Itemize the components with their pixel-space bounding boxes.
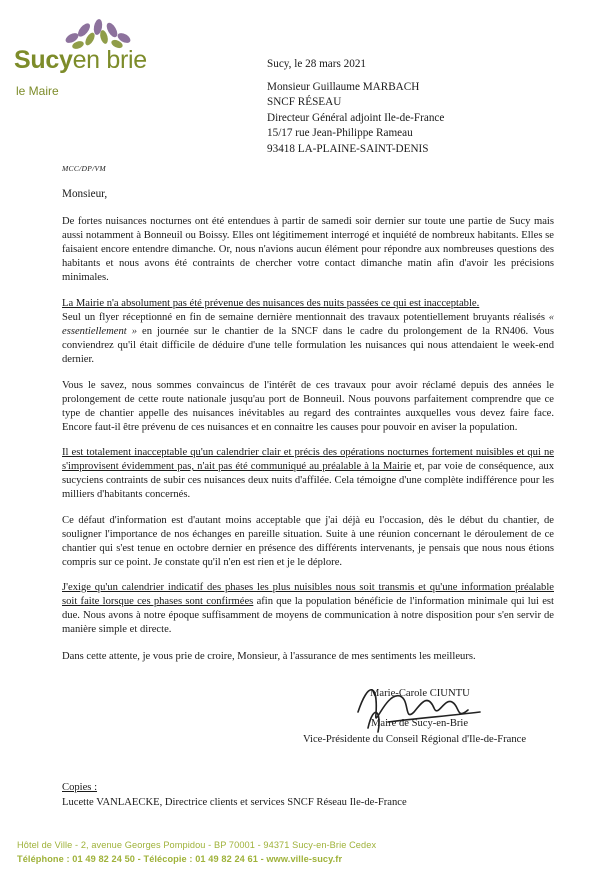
recipient-line: SNCF RÉSEAU <box>267 96 342 109</box>
brand-subtitle: le Maire <box>16 84 59 98</box>
paragraph-text: De fortes nuisances nocturnes ont été entendues à partir de samedi soir dernier sur toute une partie de Sucy mais aussi notamment à Bonneuil ou Boissy. Elles ont légitimement interrogé et inquiété de nombreux habitants. Elles se faisaient encore entendre dimanche. Or, nous n'avions aucun élément pour répondre aux nombreuses questions des habitants et nous avons été contraints de chercher votre contact dimanche matin afin d'avoir les précisions minimales. <box>62 216 554 284</box>
brand-wordmark <box>14 46 147 74</box>
footer-contact: Téléphone : 01 49 82 24 50 - Télécopie : 01 49 82 24 61 - www.ville-sucy.fr <box>17 854 343 864</box>
signatory-title: Vice-Présidente du Conseil Régional d'Ile-de-France <box>303 734 527 745</box>
brand-part1: Sucy <box>14 46 73 74</box>
underlined-statement: Il est totalement inacceptable qu'un calendrier clair et précis des opérations nocturnes fortement nuisibles et qui ne s'improvisent évidemment pas, n'ait pas été communiqué au préalable à la Mairie <box>62 447 554 473</box>
paragraph-2 <box>62 297 554 367</box>
paragraph-text: afin que la population bénéficie de l'information minimale qui lui est due. Nous avons à notre époque suffisamment de moyens de communication à notre disposition pour s'en servir de manière simple et directe. <box>62 596 554 636</box>
reference-code: MCC/DP/VM <box>62 164 106 173</box>
paragraph-text: Ce défaut d'information est d'autant moins acceptable que j'ai déjà eu l'occasion, dès le début du chantier, de souligner l'importance de nos échanges en pareille situation. Suite à une réunion concernant le déroulement de ce chantier qui s'est tenue en octobre dernier en présence des différents intervenants, je pensais que nous nous étions compris sur ce point. Je constate qu'il n'en est rien et je le déplore. <box>62 515 554 569</box>
paragraph-5 <box>62 514 554 570</box>
paragraph-text: Seul un flyer réceptionné en fin de semaine dernière mentionnait des travaux potentiellement bruyants réalisés <box>62 312 549 324</box>
signatory-title: Maire de Sucy-en-Brie <box>371 718 469 729</box>
recipient-line: 15/17 rue Jean-Philippe Rameau <box>267 127 413 140</box>
recipient-line: Directeur Général adjoint Ile-de-France <box>267 111 445 124</box>
recipient-address <box>267 80 444 157</box>
copies-label: Copies : <box>62 782 98 793</box>
closing-paragraph <box>62 650 554 664</box>
quoted-term: « essentiellement » <box>62 312 554 338</box>
paragraph-text: Dans cette attente, je vous prie de croire, Monsieur, à l'assurance de mes sentiments les meilleurs. <box>62 651 476 662</box>
paragraph-text: et, par voie de conséquence, aux sucyciens contraints de subir ces nuisances deux nuits d'affilée. Cela témoigne d'une complète indifférence pour les milliers d'habitants concernés. <box>62 461 554 501</box>
paragraph-6 <box>62 581 554 637</box>
footer-address: Hôtel de Ville - 2, avenue Georges Pompidou - BP 70001 - 94371 Sucy-en-Brie Cedex <box>17 840 377 850</box>
paragraph-text: en journée sur le chantier de la SNCF dans le cadre du prolongement de la RN406. Vous conviendrez qu'il était difficile de déduire d'une telle formulation les nuisances qui nous attendaient le week-end dernier. <box>62 326 554 366</box>
signatory-name: Marie-Carole CIUNTU <box>370 688 470 699</box>
underlined-statement: La Mairie n'a absolument pas été prévenue des nuisances des nuits passées ce qui est inacceptable. <box>62 298 480 309</box>
recipient-line: 93418 LA-PLAINE-SAINT-DENIS <box>267 142 429 155</box>
underlined-statement: J'exige qu'un calendrier indicatif des phases les plus nuisibles nous soit transmis et qu'une information préalable soit faite lorsque ces phases sont confirmées <box>62 582 554 608</box>
paragraph-text: Vous le savez, nous sommes convaincus de l'intérêt de ces travaux pour avoir réclamé depuis des années le prolongement de cette route nationale jusqu'au port de Bonneuil. Nous pouvons parfaitement comprendre que ce type de chantier appelle des nuisances inévitables au regard des contraintes auxquelles vous devez faire face. Encore faut-il être prévenu de ces nuisances et en connaitre les causes pour pouvoir en aviser la population. <box>62 380 554 434</box>
paragraph-1 <box>62 215 554 285</box>
brand-part2: en brie <box>72 46 147 74</box>
recipient-line: Monsieur Guillaume MARBACH <box>267 81 420 93</box>
letter-date: Sucy, le 28 mars 2021 <box>267 58 367 70</box>
salutation: Monsieur, <box>62 188 108 200</box>
paragraph-4 <box>62 446 554 502</box>
copies-recipient: Lucette VANLAECKE, Directrice clients et services SNCF Réseau Ile-de-France <box>62 797 407 808</box>
paragraph-3 <box>62 379 554 435</box>
